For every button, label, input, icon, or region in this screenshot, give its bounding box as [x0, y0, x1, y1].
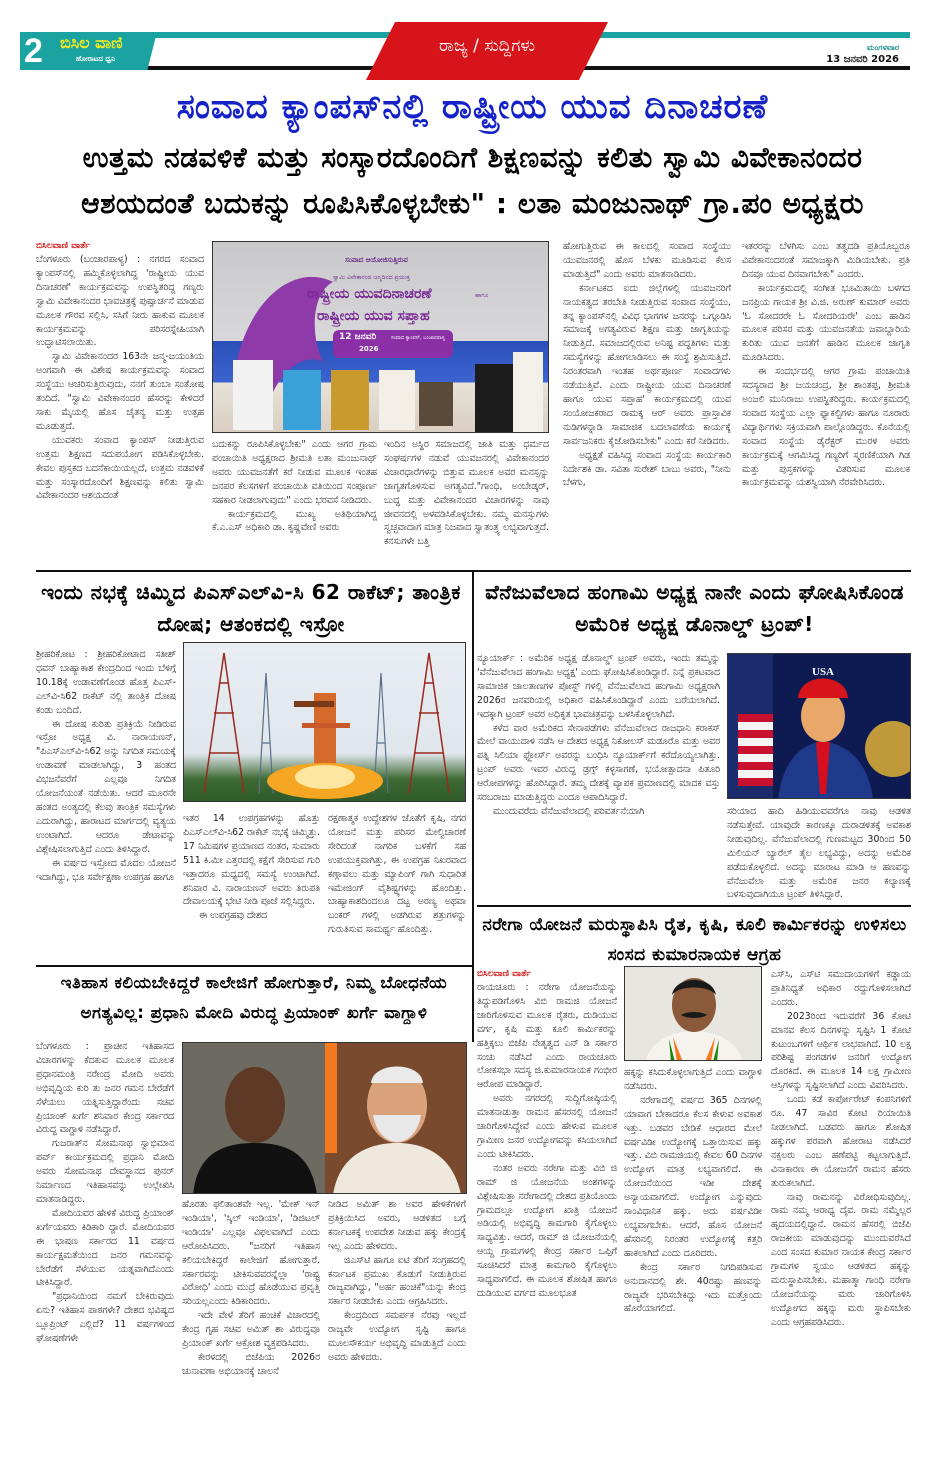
trump-column-2: [727, 805, 911, 900]
banner-title1-suffix: ಹಾಗೂ: [475, 292, 489, 299]
kharge-headline: ಇತಿಹಾಸ ಕಲಿಯಬೇಕಿದ್ದರೆ ಕಾಲೇಜಿಗೆ ಹೋಗುತ್ತಾರೆ, ನಿಮ್ಮ ಬೋಧನೆಯ ಅಗತ್ಯವಿಲ್ಲ: ಪ್ರಧಾನಿ ಮೋದಿ ವಿರುದ್ಧ ಪ್ರಿಯಾಂಕ್ ಖರ್ಗೆ ವಾಗ್ದಾಳಿ: [60, 973, 448, 1022]
kharge-column-1: [36, 1040, 174, 1454]
lead-column-1: [36, 240, 204, 566]
trump-headline: ವೆನೆಜುವೆಲಾದ ಹಂಗಾಮಿ ಅಧ್ಯಕ್ಷ ನಾನೇ ಎಂದು ಘೋಷಿಸಿಕೊಂಡ ಅಮೆರಿಕ ಅಧ್ಯಕ್ಷ ಡೊನಾಲ್ಡ್ ಟ್ರಂಪ್!: [485, 580, 904, 636]
nrega-headline: ನರೇಗಾ ಯೋಜನೆ ಮರುಸ್ಥಾಪಿಸಿ ರೈತ, ಕೃಷಿ, ಕೂಲಿ ಕಾರ್ಮಿಕರನ್ನು ಉಳಿಸಲು ಸಂಸದ ಕುಮಾರನಾಯಕ ಆಗ್ರಹ: [482, 915, 907, 965]
nrega-column-3: [771, 968, 911, 1454]
divider: [36, 965, 472, 967]
trump-column-1: [477, 652, 720, 900]
lead-headline: ಉತ್ತಮ ನಡವಳಿಕೆ ಮತ್ತು ಸಂಸ್ಕಾರದೊಂದಿಗೆ ಶಿಕ್ಷಣವನ್ನು ಕಲಿತು ಸ್ವಾಮಿ ವಿವೇಕಾನಂದರ ಆಶಯದಂತೆ ಬದುಕನ್ನು ರೂಪಿಸಿಕೊಳ್ಳಬೇಕು" : ಲತಾ ಮಂಜುನಾಥ್ ಗ್ರಾ.ಪಂ ಅಧ್ಯಕ್ಷರು: [81, 141, 864, 220]
paragraph: ಬೆಂಗಳೂರು (ಬಂಜಾರಪಾಳ್ಯ) : ನಗರದ ಸಂವಾದ ಕ್ಯಾಂಪಸ್‌ನಲ್ಲಿ ಹಮ್ಮಿಕೊಳ್ಳಲಾಗಿದ್ದ 'ರಾಷ್ಟ್ರೀಯ ಯುವ ದಿನಾಚರಣೆ' ಕಾರ್ಯಕ್ರಮವನ್ನು ಉಪಸ್ಥಿತರಿದ್ದ ಗಣ್ಯರು ಸ್ವಾಮಿ ವಿವೇಕಾನಂದರ ಭಾವಚಿತ್ರಕ್ಕೆ ಪುಷ್ಪಾರ್ಚನೆ ಮಾಡುವ ಮೂಲಕ ಗೌರವ ಸಲ್ಲಿಸಿ, ಸಸಿಗೆ ನೀರು ಹಾಕುವ ಮೂಲಕ ಕಾರ್ಯಕ್ರಮವನ್ನು ಪರಿಸರಸ್ನೇಹಿಯಾಗಿ ಉದ್ಘಾಟಿಸಲಾಯಿತು.: [36, 254, 204, 349]
banner-date-box: [333, 330, 453, 358]
nrega-column-1: [477, 968, 617, 1454]
paragraph: ಗುಜರಾತ್‌ನ ಸೋಮನಾಥ ಸ್ವಾಭಿಮಾನ ಪರ್ವ್ ಕಾರ್ಯಕ್ರಮದಲ್ಲಿ ಪ್ರಧಾನಿ ಮೋದಿ ಅವರು ಸೋಮನಾಥ ದೇವಸ್ಥಾನದ ಪುನರ್ ನಿರ್ಮಾಣದ ಇತಿಹಾಸವನ್ನು ಉಲ್ಲೇಖಿಸಿ ಮಾತನಾಡಿದ್ದರು.: [36, 1138, 174, 1205]
banner-title1: ರಾಷ್ಟ್ರೀಯ ಯುವದಿನಾಚರಣೆ: [307, 286, 432, 302]
banner-line1: ಸ್ವಾಮಿ ವಿವೇಕಾನಂದ ಜನ್ಮದಿನದ ಪ್ರಯುಕ್ತ: [333, 274, 411, 281]
issue-date: 13 ಜನವರಿ 2026: [826, 54, 899, 65]
section-label: ರಾಜ್ಯ / ಸುದ್ದಿಗಳು: [438, 36, 536, 56]
paragraph: ಯುವಕರು ಸಂವಾದ ಕ್ಯಾಂಪಸ್ ನೀಡುತ್ತಿರುವ ಉತ್ತಮ ಶಿಕ್ಷಣದ ಸದುಪಯೋಗ ಪಡಿಸಿಕೊಳ್ಳಬೇಕು. ಕೇವಲ ಪುಸ್ತಕದ ಬದನೆಕಾಯಿಯಲ್ಲದೆ, ಉತ್ತಮ ನಡವಳಿಕೆ ಮತ್ತು ಸಂಸ್ಕಾರದೊಂದಿಗೆ ಶಿಕ್ಷಣವನ್ನು ಕಲಿತು ಸ್ವಾಮಿ ವಿವೇಕಾನಂದರ ಆಶಯದಂತೆ: [36, 434, 204, 502]
isro-column-2: [183, 812, 320, 983]
newspaper-name: ಬಿಸಿಲ ವಾಣಿ: [60, 33, 123, 52]
nrega-column-2: [624, 1066, 762, 1454]
paragraph: ಇತರ 14 ಉಪಗ್ರಹಗಳನ್ನು ಹೊತ್ತು ಪಿಎಸ್‌ಎಲ್‌ವಿ-ಸಿ62 ರಾಕೆಟ್ ನಭಕ್ಕೆ ಚಿಮ್ಮಿತ್ತು. 17 ನಿಮಿಷಗಳ ಪ್ರಯಾಣದ ನಂತರ, ಸುಮಾರು 511 ಕಿ.ಮೀ ಎತ್ತರದಲ್ಲಿ ಕಕ್ಷೆಗೆ ಸೇರಿಸುವ ಗುರಿ ಇತ್ತಾದರೂ ಮಧ್ಯದಲ್ಲಿ ಸಮಸ್ಯೆ ಉಂಟಾಗಿದೆ. ಶನಿವಾರ ವಿ. ನಾರಾಯಣನ್ ಅವರು ತಿರುಪತಿ ದೇವಾಲಯಕ್ಕೆ ಭೇಟಿ ನೀಡಿ ಪೂಜೆ ಸಲ್ಲಿಸಿದ್ದರು.: [183, 813, 320, 908]
paragraph: ಬದುಕನ್ನು ರೂಪಿಸಿಕೊಳ್ಳಬೇಕು" ಎಂದು ಆಗರ ಗ್ರಾಮ ಪಂಚಾಯಿತಿ ಅಧ್ಯಕ್ಷರಾದ ಶ್ರೀಮತಿ ಲತಾ ಮಂಜುನಾಥ್ ಅವರು ಯುವಜನತೆಗೆ ಕರೆ ನೀಡುವ ಮೂಲಕ ಇಂತಹ ಜನಪರ ಕೆಲಸಗಳಿಗೆ ಪಂಚಾಯಿತಿ ವತಿಯಿಂದ ಸಂಪೂರ್ಣ ಸಹಕಾರ ನೀಡಲಾಗುವುದು" ಎಂದು ಭರವಸೆ ನೀಡಿದರು.: [212, 439, 377, 506]
paragraph: ಬೆಂಗಳೂರು : ಪ್ರಾಚೀನ ಇತಿಹಾಸದ ವಿಚಾರಗಳನ್ನು ಕೆದಕುವ ಮೂಲಕ ಮೂಲಕ ಪ್ರಧಾನಮಂತ್ರಿ ನರೇಂದ್ರ ಮೋದಿ ಅವರು ಅಭಿವೃದ್ಧಿಯ ಕುರಿ ತು ಜನರ ಗಮನ ಬೇರೆಡೆಗೆ ಸೆಳೆಯಲು ಯತ್ನಿಸುತ್ತಿದ್ದಾರೆಂದು ಸಚಿವ ಪ್ರಿಯಾಂಕ್ ಖರ್ಗೆ ಶನಿವಾರ ಕೇಂದ್ರ ಸರ್ಕಾರದ ವಿರುದ್ಧ ವಾಗ್ದಾಳಿ ನಡೆಸಿದ್ದಾರೆ.: [36, 1041, 174, 1136]
paragraph: ಒಂದು ಕಡೆ ಕಾರ್ಪೋರೇಟ್ ಕಂಪನಿಗಳಿಗೆ ರೂ. 47 ಸಾವಿರ ಕೋಟಿ ರಿಯಾಯಿತಿ ನೀಡಲಾಗಿದೆ. ಬಡವರು ಹಾಗೂ ಶೋಷಿತ ಹಕ್ಕುಗಳ ಪರವಾಗಿ ಹೋರಾಟ ನಡೆಸಿದರೆ ನಕ್ಸಲರು ಎಂಬ ಹಣೆಪಟ್ಟಿ ಕಟ್ಟಲಾಗುತ್ತಿದೆ. ವಿನಾಕಾರಣ ಈ ಯೋಜನೆಗೆ ರಾಮನ ಹೆಸರು ತುರುಕಲಾಗಿದೆ.: [771, 1094, 911, 1189]
banner-venue: ಸಂವಾದ ಕ್ಯಾಂಪಸ್, ಬಂಜಾರಪಾಳ್ಯ: [391, 335, 445, 341]
lead-kicker-headline: ಸಂವಾದ ಕ್ಯಾಂಪಸ್‌ನಲ್ಲಿ ರಾಷ್ಟ್ರೀಯ ಯುವ ದಿನಾಚರಣೆ: [176, 87, 769, 127]
paragraph: ಕರ್ನಾಟಕದ ಐದು ಜಿಲ್ಲೆಗಳಲ್ಲಿ ಯುವಜನರಿಗೆ ನಾಯಕತ್ವದ ತರಬೇತಿ ನೀಡುತ್ತಿರುವ ಸಂವಾದ ಸಂಸ್ಥೆಯು, ತನ್ನ ಕ್ಯಾಂಪಸ್‌ನಲ್ಲಿ ವಿವಿಧ ಭಾಗಗಳ ಜನರನ್ನು ಒಗ್ಗೂಡಿಸಿ ಸಮಾಜಕ್ಕೆ ಅಗತ್ಯವಿರುವ ಶಿಕ್ಷಣ ಮತ್ತು ಜಾಗೃತಿಯನ್ನು ನೀಡುತ್ತಿದೆ. ಸಮಾಜದಲ್ಲಿರುವ ಅನಿಷ್ಟ ಪದ್ಧತಿಗಳು ಮತ್ತು ಸಮಸ್ಯೆಗಳನ್ನು ಹೋಗಲಾಡಿಸಲು ಈ ಸಂಸ್ಥೆ ಶ್ರಮಿಸುತ್ತಿದೆ. ನಿರಂತರವಾಗಿ ಇಂತಹ ಅರ್ಥಪೂರ್ಣ ಸಂವಾದಗಳು ನಡೆಯುತ್ತಿವೆ. ಎಂದು ರಾಷ್ಟ್ರೀಯ ಯುವ ದಿನಾಚರಣೆ ಹಾಗೂ ಯುವ ಸಪ್ತಾಹ' ಕಾರ್ಯಕ್ರಮದಲ್ಲಿ ಯುವ ಸಂಯೋಜಕರಾದ ರಾಮಕ್ಕ ಆರ್ ಅವರು ಪ್ರಾಸ್ತಾವಿಕ ನುಡಿಗಳನ್ನಾಡಿ ಸಾಮಾಜಿಕ ಬದಲಾವಣೆಯ ಕಾರ್ಯಕ್ಕೆ ಸಾರ್ವಜನಿಕರು ಕೈಜೋಡಿಸಬೇಕು" ಎಂದು ಕರೆ ನೀಡಿದರು.: [563, 282, 731, 447]
paragraph: ಮೋದಿಯವರ ಹೇಳಿಕೆ ವಿರುದ್ಧ ಪ್ರಿಯಾಂಕ್ ಖರ್ಗೆಯವರು ಕಿಡಿಕಾರಿ ದ್ದಾರೆ. ಮೋದಿಯವರ ಈ ಭಾಷಣ ಸರ್ಕಾರದ 11 ವರ್ಷದ ಕಾರ್ಯಕ್ಷಮತೆಯಿಂದ ಜನರ ಗಮನವನ್ನು ಬೇರೆಡೆಗೆ ಸೆಳೆಯುವ ಯತ್ನವಾಗಿದೆಎಂದು ಟೀಕಿಸಿದ್ದಾರೆ.: [36, 1207, 174, 1289]
paragraph: ನಂತರ ಅವರು ನರೇಗಾ ಮತ್ತು ವಿಬಿ ಜಿ ರಾಮ್ ಜಿ ಯೋಜನೆಯ ಅಂಶಗಳನ್ನು ವಿಶ್ಲೇಷಿಸುತ್ತಾ ನರೇಗಾದಲ್ಲಿ ದೇಶದ ಪ್ರತಿಯೊಂದು ಗ್ರಾಮದಲ್ಲೂ ಉದ್ಯೋಗ ಖಾತ್ರಿ ಯೋಜನೆ ಅಡಿಯಲ್ಲಿ ಅಭಿವೃದ್ಧಿ ಕಾಮಗಾರಿ ಕೈಗೊಳ್ಳಲು ಸಾಧ್ಯವಿತ್ತು. ಆದರೆ, ರಾಮ್ ಜಿ ಯೋಜನೆಯಲ್ಲಿ ಆಯ್ದ ಗ್ರಾಮಗಳಲ್ಲಿ ಕೇಂದ್ರ ಸರ್ಕಾರ ಒಪ್ಪಿಗೆ ಸೂಚಿಸಿದರೆ ಮಾತ್ರ ಕಾಮಗಾರಿ ಕೈಗೊಳ್ಳಲು ಸಾಧ್ಯವಾಗಲಿದೆ. ಈ ಮೂಲಕ ಶೋಷಿತ ಹಾಗೂ ದುಡಿಯುವ ವರ್ಗದ ಮೂಲಭೂತ: [477, 1162, 617, 1299]
isro-column-3: [328, 812, 466, 983]
paragraph: ಎಸ್‌ಸಿ, ಎಸ್‌ಟಿ ಸಮುದಾಯಗಳಿಗೆ ಕಡ್ಡಾಯ ಪ್ರಾತಿನಿಧ್ಯತೆ ಅಧಿಕಾರ ರದ್ದುಗೊಳಿಸಲಾಗಿದೆ ಎಂದರು.: [771, 969, 911, 1008]
isro-headline: ಇಂದು ನಭಕ್ಕೆ ಚಿಮ್ಮಿದ ಪಿಎಸ್‌ಎಲ್‌ವಿ-ಸಿ 62 ರಾಕೆಟ್; ತಾಂತ್ರಿಕ ದೋಷ; ಆತಂಕದಲ್ಲಿ ಇಸ್ರೋ: [41, 580, 461, 636]
masthead: [0, 0, 945, 78]
paragraph: ಮುಂದುವರೆದು ವೆನೆಜುವೆಲಾದಲ್ಲಿ ಪರಿವರ್ತನೆಯಾಗಿ: [493, 805, 645, 817]
lead-column-5: [742, 240, 910, 566]
paragraph: ನ್ಯೂಯಾರ್ಕ್ : ಅಮೆರಿಕ ಅಧ್ಯಕ್ಷ ಡೊನಾಲ್ಡ್ ಟ್ರಂಪ್ ಅವರು, ಇಂದು ತಮ್ಮನ್ನು 'ವೆನೆಜುವೆಲಾದ ಹಂಗಾಮಿ ಅಧ್ಯಕ್ಷ' ಎಂದು ಘೋಷಿಸಿಕೊಂಡಿದ್ದಾರೆ. ನಿನ್ನೆ ಪ್ರಕಟವಾದ ಸಾಮಾಜಿಕ ಜಾಲತಾಣಗಳ ಪೋಸ್ಟ್ ಗಳಲ್ಲಿ ವೆನೆಜುವೆಲಾದ ಹಂಗಾಮಿ ಅಧ್ಯಕ್ಷರಾಗಿ 2026ರ ಜನವರಿಯಲ್ಲಿ ಅಧಿಕಾರ ವಹಿಸಿಕೊಂಡಿದ್ದಾರೆ ಎಂದು ಬರೆಯಲಾಗಿದೆ. ಇದಕ್ಕಾಗಿ ಟ್ರಂಪ್ ಅವರ ಅಧಿಕೃತ ಭಾವಚಿತ್ರವನ್ನು ಬಳಸಿಕೊಳ್ಳಲಾಗಿದೆ.: [477, 653, 720, 720]
paragraph: ಕಾರ್ಯಕ್ರಮದಲ್ಲಿ ಮುಖ್ಯ ಅತಿಥಿಯಾಗಿದ್ದ ಕೆ.ಎ.ಎಸ್ ಅಧಿಕಾರಿ ಡಾ. ಕೃಷ್ಣವೇಣಿ ಅವರು: [212, 508, 377, 534]
paragraph: ಶ್ರೀಹರಿಕೋಟ : ಶ್ರೀಹರಿಕೋಟಾದ ಸತೀಶ್ ಧವನ್ ಬಾಹ್ಯಾಕಾಶ ಕೇಂದ್ರದಿಂದ ಇಂದು ಬೆಳಿಗ್ಗೆ 10.18ಕ್ಕೆ ಉಡಾವಣೆಗೊಂಡ ಹೊತ್ತ ಪಿಎಸ್-ಎಲ್‌ವಿ-ಸಿ62 ರಾಕೆಟ್ ನಲ್ಲಿ ತಾಂತ್ರಿಕ ದೋಷ ಕಂಡು ಬಂದಿದೆ.: [36, 649, 176, 716]
paragraph: ರಾಯಚೂರು : ನರೇಗಾ ಯೋಜನೆಯನ್ನು ತಿದ್ದುಪಡಿಗೊಳಿಸಿ ವಿಬಿ ರಾಮಜಿ ಯೋಜನೆ ಜಾರಿಗೊಳಿಸುವ ಮೂಲಕ ರೈತರು, ದುಡಿಯುವ ವರ್ಗ, ಕೃಷಿ ಮತ್ತು ಕೂಲಿ ಕಾರ್ಮಿಕರನ್ನು ಹತ್ತಿಕ್ಕಲು ಬಿಜೆಪಿ ನೇತೃತ್ವದ ಎನ್ ಡಿ ಸರ್ಕಾರ ಸಂಚು ನಡೆಸಿದೆ ಎಂದು ರಾಯಚೂರು ಲೋಕಸಭಾ ಸದಸ್ಯ ಜಿ.ಕುಮಾರನಾಯಕ ಗಂಭೀರ ಆರೋಪ ಮಾಡಿದ್ದಾರೆ.: [477, 982, 617, 1091]
lead-column-2: [212, 438, 377, 566]
paragraph: ಕೇಂದ್ರ ಸರ್ಕಾರ ನಿಗದಿಪಡಿಸುವ ಅನುದಾನದಲ್ಲಿ ಶೇ. 40ರಷ್ಟು ಹಣವನ್ನು ರಾಜ್ಯವೇ ಭರಿಸಬೇಕಿದ್ದು ಇದು ಮತ್ತೊಂದು ಹೊರೆಯಾಗಲಿದೆ.: [624, 1261, 762, 1315]
paragraph: ಸ್ವಾಮಿ ವಿವೇಕಾನಂದರ 163ನೇ ಜನ್ಮ-ಜಯಂತಿಯ ಅಂಗವಾಗಿ ಈ ವಿಶೇಷ ಕಾರ್ಯಕ್ರಮವನ್ನು ಸಂವಾದ ಸಂಸ್ಥೆಯು ಆಚರಿಸುತ್ತಿರುವುದು, ನನಗೆ ತುಂಬಾ ಸಂತೋಷ ತಂದಿದೆ. "ಸ್ವಾಮಿ ವಿವೇಕಾನಂದರ ಹೆಸರನ್ನು ಕೇಳಿದರೆ ಸಾಕು ಮೈಯಲ್ಲಿ ಹೊಸ ಚೈತನ್ಯ ಮತ್ತು ಉತ್ಸಹ ಮೂಡುತ್ತದೆ.: [36, 351, 204, 432]
paragraph: ರಕ್ಷಣಾತ್ಮಕ ಉದ್ದೇಶಗಳ ಜೊತೆಗೆ ಕೃಷಿ, ನಗರ ಯೋಜನೆ ಮತ್ತು ಪರಿಸರ ಮೇಲ್ವಿಚಾರಣೆ ಸೇರಿದಂತೆ ನಾಗರಿಕ ಬಳಕೆಗೆ ಸಹ ಉಪಯುಕ್ತವಾಗಿತ್ತು, ಈ ಉಪಗ್ರಹ ನಿಖರವಾದ ಕಣ್ಗಾವಲು ಮತ್ತು ಮ್ಯಾಪಿಂಗ್ ಗಾಗಿ ಸುಧಾರಿತ ಇಮೇಜಿಂಗ್ ವೈಶಿಷ್ಟ್ಯಗಳನ್ನು ಹೊಂದಿತ್ತು. ಬಾಹ್ಯಾಕಾಶದಿಂದಲೂ ದಟ್ಟ ಅರಣ್ಯ ಅಥವಾ ಬಂಕರ್ ಗಳಲ್ಲಿ ಅಡಗಿರುವ ಶತ್ರುಗಳನ್ನು ಗುರುತಿಸುವ ಸಾಮರ್ಥ್ಯ ಹೊಂದಿತ್ತು.: [328, 813, 466, 936]
paragraph: ನರೇಗಾದಲ್ಲಿ ವರ್ಷದ 365 ದಿನಗಳಲ್ಲಿ ಯಾವಾಗ ಬೇಕಾದರೂ ಕೆಲಸ ಕೇಳುವ ಅವಕಾಶ ಇತ್ತು. ಬಡವರ ಬೇಡಿಕೆ ಆಧಾರದ ಮೇಲೆ ವರ್ಷವಿಡೀ ಉದ್ಯೋಗಕ್ಕೆ ಒತ್ತಾಯಿಸುವ ಹಕ್ಕು ಇತ್ತು. ವಿಬಿ ರಾಮಜಿಯಲ್ಲಿ ಕೇವಲ 60 ದಿನಗಳ ಉದ್ಯೋಗ ಮಾತ್ರ ಲಭ್ಯವಾಗಲಿದೆ. ಈ ಯೋಜನೆಯಿಂದ ಇಡೀ ದೇಶಕ್ಕೆ ಅನ್ಯಾಯವಾಗಲಿದೆ. ಉದ್ಯೋಗ ಎನ್ನುವುದು ಸಾಂವಿಧಾನಿಕ ಹಕ್ಕು. ಅದು ವರ್ಷವಿಡೀ ಲಭ್ಯವಾಗಬೇಕು. ಆದರೆ, ಹೊಸ ಯೋಜನೆ ಹೆಸರಿನಲ್ಲಿ ನಿರಂತರ ಉದ್ಯೋಗಕ್ಕೆ ಕತ್ತರಿ ಹಾಕಲಾಗಿದೆ ಎಂದು ದೂರಿದರು.: [624, 1094, 762, 1259]
lead-byline: ಬಿಸಿಲವಾಣಿ ವಾರ್ತೆ: [36, 241, 90, 251]
rocket-launch-photo: [183, 642, 466, 802]
kharge-column-3: [328, 1198, 466, 1454]
paragraph: ನಾವು ರಾಮನನ್ನು ವಿರೋಧಿಸುವುದಿಲ್ಲ. ರಾಮ ನಮ್ಮ ಆರಾಧ್ಯ ದೈವ. ರಾಮ ನಮ್ಮೆಲ್ಲರ ಹೃದಯದಲ್ಲಿದ್ದಾನೆ. ರಾಮನ ಹೆಸರಲ್ಲಿ ಬಿಜೆಪಿ ರಾಜಕೀಯ ಮಾಡುವುದನ್ನು ಮುಂದುವರೆಸಿದೆ ಎಂದ ಸಂಸದ ಕುಮಾರ ನಾಯಕ ಕೇಂದ್ರ ಸರ್ಕಾರ ಗ್ರಾಮಗಳ ಸ್ವಯಂ ಆಡಳಿತದ ಹಕ್ಕನ್ನು ಮರುಸ್ಥಾಪಿಸಬೇಕು. ಮಹಾತ್ಮಾ ಗಾಂಧಿ ನರೇಗಾ ಯೋಜನೆಯನ್ನು ಮರು ಜಾರಿಗೊಳಿಸಿ ಉದ್ಯೋಗದ ಹಕ್ಕನ್ನು ಮರು ಸ್ಥಾಪಿಸಬೇಕು ಎಂದು ಆಗ್ರಹಪಡಿಸಿದರು.: [771, 1191, 911, 1328]
banner-title2: ರಾಷ್ಟ್ರೀಯ ಯುವ ಸಪ್ತಾಹ: [317, 308, 430, 324]
paragraph: 2023ರಿಂದ ಇದುವರೆಗೆ 36 ಕೋಟಿ ಮಾನವ ಕೆಲಸ ದಿನಗಳನ್ನು ಸೃಷ್ಟಿಸಿ 1 ಕೋಟಿ ಕುಟುಂಬಗಳಿಗೆ ಆರ್ಥಿಕ ಲಾಭವಾಗಿದೆ. 10 ಲಕ್ಷ ಪರಿಶಿಷ್ಟ ಪಂಗಡಗಳ ಜನರಿಗೆ ಉದ್ಯೋಗ ದೊರಕಿದೆ. ಈ ಮೂಲಕ 14 ಲಕ್ಷ ಗ್ರಾಮೀಣ ಆಸ್ತಿಗಳನ್ನು ಸೃಷ್ಟಿಸಲಾಗಿದೆ ಎಂದು ವಿವರಿಸಿದರು.: [771, 1010, 911, 1092]
isro-column-1: [36, 648, 176, 983]
newspaper-tagline: ಹೋರಾಟದ ಧ್ವನಿ: [76, 55, 115, 63]
paragraph: ಹೊರತು ಫಲಿತಾಂಶವೇ ಇಲ್ಲ. 'ಮೇಕ್ ಇನ್ ಇಂಡಿಯಾ', 'ಸ್ಕಿಲ್ ಇಂಡಿಯಾ', 'ಡಿಜಿಟಲ್ ಇಂಡಿಯಾ' ಎಲ್ಲವೂ ವಿಫಲವಾಗಿದೆ ಎಂದು ಆರೋಪಿಸಿದರು. "ಜನರಿಗೆ ಇತಿಹಾಸ ಕಲಿಯಬೇಕಿದ್ದರೆ ಕಾಲೇಜಿಗೆ ಹೋಗುತ್ತಾರೆ. ಸರ್ಕಾರವನ್ನು ಟೀಕಿಸುವವರನ್ನೆಲ್ಲಾ 'ರಾಷ್ಟ್ರ ವಿರೋಧಿ' ಎಂದು ಮುದ್ರೆ ಹೊಡೆಯುವ ಪ್ರವೃತ್ತಿ ಸರಿಯಲ್ಲಎಂದು ಕಿಡಿಕಾರಿದರು.: [182, 1199, 320, 1308]
paragraph: ಕಾರ್ಯಕ್ರಮದಲ್ಲಿ ಸಂಗೀತ ಭೂಮಿತಾಯಿ ಬಳಗದ ಜನಪ್ರಿಯ ಗಾಯಕ ಶ್ರೀ ವಿ.ಜಿ. ಅರುಣ್ ಕುಮಾರ್ ಅವರು 'ಓ ಸೋದರರೇ ಓ ಸೋದರಿಯರೇ' ಎಂಬ ಹಾಡಿನ ಮೂಲಕ ಪರಿಸರ ಮತ್ತು ಯುವಜನತೆಯ ಜವಾಬ್ದಾರಿಯ ಕುರಿತು ಯುವ ಜನತೆಗೆ ಹಾಡಿನ ಮೂಲಕ ಜಾಗೃತಿ ಮೂಡಿಸಿದರು.: [742, 282, 910, 364]
event-photo: [212, 241, 549, 433]
paragraph: ನೀಡಿದ ಅಮಿತ್ ಶಾ ಅವರ ಹೇಳಿಕೆಗಳಿಗೆ ಪ್ರತಿಕ್ರಿಯಿಸಿದ ಅವರು, ಆಡಳಿತದ ಬಗ್ಗೆ ಕರ್ನಾಟಕಕ್ಕೆ ಉಪದೇಶ ನೀಡುವ ಹಕ್ಕು ಕೇಂದ್ರಕ್ಕೆ ಇಲ್ಲ ಎಂದು ಹೇಳಿದರು.: [328, 1199, 466, 1252]
banner-date-year: 2026: [359, 345, 379, 353]
paragraph: ಹಕ್ಕನ್ನು ಕಸಿದುಕೊಳ್ಳಲಾಗುತ್ತಿದೆ ಎಂದು ವಾಗ್ದಾಳಿ ನಡೆಸಿದರು.: [624, 1067, 762, 1092]
nrega-byline: ಬಿಸಿಲವಾಣಿ ವಾರ್ತೆ: [477, 969, 531, 979]
kumar-naik-photo: [624, 966, 762, 1061]
paragraph: ಈ ವರ್ಷದ ಇಸ್ರೋದ ಮೊದಲ ಯೋಜನೆ ಇದಾಗಿದ್ದು, ಭೂ ಸರ್ವೇಕ್ಷಣಾ ಉಪಗ್ರಹ ಹಾಗೂ: [36, 857, 176, 883]
paragraph: ಈ ಸಂದರ್ಭದಲ್ಲಿ ಆಗರ ಗ್ರಾಮ ಪಂಚಾಯಿತಿ ಸದಸ್ಯರಾದ ಶ್ರೀ ಜಯಚಂದ್ರ, ಶ್ರೀ ಶಾಂತಪ್ಪ, ಶ್ರೀಮತಿ ಅಂಜಲಿ ಮುನಿರಾಜು ಉಪಸ್ಥಿತರಿದ್ದರು. ಕಾರ್ಯಕ್ರಮದಲ್ಲಿ ಸಂವಾದ ಸಂಸ್ಥೆಯ ಎಲ್ಲಾ ಫ್ಯಾಕಲ್ಟಿಗಳು ಹಾಗೂ ನೂರಾರು ವಿದ್ಯಾರ್ಥಿಗಳು ಸಕ್ರಿಯವಾಗಿ ಪಾಲ್ಗೊಂಡಿದ್ದರು. ಕೊನೆಯಲ್ಲಿ ಸಂವಾದ ಸಂಸ್ಥೆಯ ಡೈರೆಕ್ಟರ್ ಮುರಳಿ ಅವರು ಕಾರ್ಯಕ್ರಮಕ್ಕೆ ಆಗಮಿಸಿದ್ದ ಗಣ್ಯರಿಗೆ ಸ್ಮರಣಿಕೆಯಾಗಿ ಗಿಡ ಮತ್ತು ಪುಸ್ತಕಗಳನ್ನು ವಿತರಿಸುವ ಮೂಲಕ ಕಾರ್ಯಕ್ರಮವನ್ನು ಯಶಸ್ವಿಯಾಗಿ ನೆರವೇರಿಸಿದರು.: [742, 366, 910, 489]
portrait-icon: [625, 967, 762, 1061]
lead-column-3: [384, 438, 549, 566]
paragraph: ಸರಿಯಾದ ಹಾದಿ ಹಿಡಿಯುವವರೆಗೂ ನಾವು ಆಡಳಿತ ನಡೆಸುತ್ತೇವೆ. ಯಾವುದೇ ಕಾರಣಕ್ಕೂ ದುರಾಡಳಿತಕ್ಕೆ ಅವಕಾಶ ನೀಡುವುದಿಲ್ಲ. ವೆನೆಜುವೆಲಾದಲ್ಲಿ ಗುಣಮಟ್ಟದ 30ರಿಂದ 50 ಮಿಲಿಯನ್ ಬ್ಯಾರೆಲ್ ತೈಲ ಲಭ್ಯವಿದ್ದು, ಅದನ್ನು ಅಮೆರಿಕ ಪಡೆದುಕೊಳ್ಳಲಿದೆ. ಅದನ್ನು ಮಾರಾಟ ಮಾಡಿ ಆ ಹಣವನ್ನು ವೆನೆಜುವೆಲಾ ಮತ್ತು ಅಮೆರಿಕ ಜನರ ಕಲ್ಯಾಣಕ್ಕೆ ಬಳಸುವುದಾಗಿಯೂ ಟ್ರಂಪ್ ತಿಳಿಸಿದ್ದಾರೆ.: [727, 806, 911, 900]
kharge-modi-photo: [182, 1042, 467, 1194]
paragraph: ಹೋಗುತ್ತಿರುವ ಈ ಕಾಲದಲ್ಲಿ ಸಂವಾದ ಸಂಸ್ಥೆಯು ಯುವಜನರಲ್ಲಿ ಹೊಸ ಬೆಳಕು ಮೂಡಿಸುವ ಕೆಲಸ ಮಾಡುತ್ತಿದೆ" ಎಂದು ಅವರು ಮಾತನಾಡಿದರು.: [563, 241, 731, 280]
paragraph: ಇತರರನ್ನು ಬೆಳಗಿಸು ಎಂಬ ತತ್ವದಡಿ ಪ್ರತಿಯೊಬ್ಬರೂ ವಿವೇಕಾನಂದರಂತೆ ಸಮಾಜಕ್ಕಾಗಿ ಮಿಡಿಯಬೇಕು. ಪ್ರತಿ ದಿನವೂ ಯುವ ದಿನವಾಗಬೇಕು" ಎಂದರು.: [742, 241, 910, 280]
kharge-column-2: [182, 1198, 320, 1454]
trump-photo: [727, 653, 911, 799]
paragraph: ಕಳೆದ ವಾರ ಅಮೆರಿಕದ ಸೇನಾಪಡೆಗಳು ವೆನೆಜುವೆಲಾದ ರಾಜಧಾನಿ ಕರಾಕಸ್ ಮೇಲೆ ವಾಯುದಾಳಿ ನಡೆಸಿ ಆ ದೇಶದ ಅಧ್ಯಕ್ಷ ನಿಕೋಲಸ್ ಮಡೂರೊ ಮತ್ತು ಅವರ ಪತ್ನಿ ಸಿಲಿಯಾ ಫ್ಲೋರ್ಸ್ ಅವರನ್ನು ಬಂಧಿಸಿ ನ್ಯೂಯಾರ್ಕ್‌ಗೆ ಕರೆದೊಯ್ಯಲಾಗಿತ್ತು. ಟ್ರಂಪ್ ಅವರು ಇವರ ವಿರುದ್ಧ ಡ್ರಗ್ಸ್ ಕಳ್ಳಸಾಗಣೆ, ಭಯೋತ್ಪಾದನಾ ಪಿತೂರಿ ಆರೋಪಗಳನ್ನು ಹೊರಿಸಿದ್ದಾರೆ. ತಮ್ಮ ದೇಶಕ್ಕೆ ವ್ಯಾಪಕ ಪ್ರಮಾಣದಲ್ಲಿ ಮಾದಕ ವಸ್ತು ಸರಬರಾಜು ಮಾಡುತ್ತಿದ್ದರು ಎಂದೂ ಆಪಾದಿಸಿದ್ದಾರೆ.: [477, 722, 720, 804]
rocket-icon: [184, 643, 466, 802]
paragraph: "ಪ್ರಧಾನಿಯಿಂದ ನಮಗೆ ಬೇಕಿರುವುದು ಏನು? ಇತಿಹಾಸ ಪಾಠಗಳೇ? ದೇಶದ ಭವಿಷ್ಯದ ಬ್ಲೂಪ್ರಿಂಟ್ ಎಲ್ಲಿದೆ? 11 ವರ್ಷಗಳಿಂದ ಘೋಷಣೆಗಳೇ: [36, 1291, 174, 1345]
divider: [477, 905, 911, 907]
divider: [36, 570, 911, 572]
two-portraits-icon: [183, 1043, 467, 1194]
paragraph: ಅವರು ನಗರದಲ್ಲಿ ಸುದ್ದಿಗೋಷ್ಠಿಯಲ್ಲಿ ಮಾತನಾಡುತ್ತಾ ರಾಮನ ಹೆಸರನಲ್ಲಿ ಯೋಜನೆ ಜಾರಿಗೊಳಿಸಿದ್ದೇವೆ ಎಂದು ಹೇಳುವ ಮೂಲಕ ಗ್ರಾಮೀಣ ಜನರ ಉದ್ಯೋಗವನ್ನು ಕಸಿಯಲಾಗಿದೆ ಎಂದು ಟೀಕಿಸಿದರು.: [477, 1093, 617, 1160]
lead-column-4: [563, 240, 731, 566]
weekday: ಮಂಗಳವಾರ: [866, 43, 899, 52]
paragraph: ಅಧ್ಯಕ್ಷತೆ ವಹಿಸಿದ್ದ ಸಂವಾದ ಸಂಸ್ಥೆಯ ಕಾರ್ಯಕಾರಿ ನಿರ್ದೇಶಕಿ ಡಾ. ಸವಿತಾ ಸುರೇಶ್ ಬಾಬು ಅವರು, "ನೀನು ಬೆಳಗು,: [563, 449, 731, 489]
divider: [472, 572, 474, 1042]
paragraph: ಕೇಂದ್ರದಿಂದ ಸಮರ್ಪಕ ನೆರವು ಇಲ್ಲದೆ ರಾಜ್ಯವೇ ಉದ್ಯೋಗ ಸೃಷ್ಟಿ ಹಾಗೂ ಮೂಲಸೌಕರ್ಯ ಅಭಿವೃದ್ಧಿ ಮಾಡುತ್ತಿದೆ ಎಂದು ಅವರು ಹೇಳಿದರು.: [328, 1310, 466, 1363]
page-number: 2: [24, 32, 43, 70]
banner-org: ಸಂವಾದ ಆಯೋಜಿಸುತ್ತಿರುವ: [345, 256, 408, 264]
paragraph: ಜಿಎಸ್‌ಟಿ ಹಾಗೂ ಐಟಿ ತೆರಿಗೆ ಸಂಗ್ರಹದಲ್ಲಿ ಕರ್ನಾಟಕ ಪ್ರಮುಖ ಕೊಡುಗೆ ನೀಡುತ್ತಿರುವ ರಾಜ್ಯವಾಗಿದ್ದು, "ಅರ್ಹ ಹಂಚಿಕೆ"ಯನ್ನು ಕೇಂದ್ರ ಸರ್ಕಾರ ನೀಡಬೇಕು ಎಂದು ಆಗ್ರಹಿಸಿದರು.: [328, 1254, 466, 1308]
paragraph: ಇಂದಿನ ಅಸ್ಥಿರ ಸಮಾಜದಲ್ಲಿ ಜಾತಿ ಮತ್ತು ಧರ್ಮದ ಸಂಘರ್ಷಗಳ ನಡುವೆ ಯುವಜನರಲ್ಲಿ ವಿವೇಕಾನಂದರ ವಿಚಾರಧಾರೆಗಳನ್ನು ಬಿತ್ತುವ ಮೂಲಕ ಅವರ ಮನಸ್ಸನ್ನು ಜಾಗೃತಗೊಳಿಸುವ ಅಗತ್ಯವಿದೆ."ಗಾಂಧಿ, ಅಂಬೇಡ್ಕರ್, ಬುದ್ಧ ಮತ್ತು ವಿವೇಕಾನಂದರ ವಿಚಾರಗಳನ್ನು ನಾವು ಜೀವನದಲ್ಲಿ ಅಳವಡಿಸಿಕೊಳ್ಳಬೇಕು. ನಮ್ಮ ಮನಸ್ಸುಗಳು ಸ್ವಚ್ಛವಾದಾಗ ಮಾತ್ರ ನಿಜವಾದ ಸ್ವಾತಂತ್ರ್ಯ ಲಭ್ಯವಾಗುತ್ತದೆ. ಕನಸುಗಳೇ ಬತ್ತಿ: [384, 439, 549, 548]
paragraph: ಇದೇ ವೇಳೆ ತೆರಿಗೆ ಹಂಚಿಕೆ ವಿಚಾರದಲ್ಲಿ ಕೇಂದ್ರ ಗೃಹ ಸಚಿವ ಅಮಿತ್ ಶಾ ವಿರುದ್ಧವೂ ಪ್ರಿಯಾಂಕ್ ಖರ್ಗೆ ಆಕ್ರೋಶ ವ್ಯಕ್ತಪಡಿಸಿದರು.: [182, 1310, 320, 1350]
paragraph: ಕೇರಳದಲ್ಲಿ ಬಿಜೆಪಿಯ 2026ರ ಚುನಾವಣಾ ಅಭಿಯಾನಕ್ಕೆ ಚಾಲನೆ: [182, 1351, 320, 1377]
paragraph: ಈ ದೋಷ ಕುರಿತು ಪ್ರತಿಕ್ರಿಯೆ ನೀಡಿರುವ ಇಸ್ರೋ ಅಧ್ಯಕ್ಷ ವಿ. ನಾರಾಯಣನ್, "ಪಿಎಸ್‌ಎಲ್‌ವಿ-ಸಿ62 ಅನ್ನು ನಿಗದಿತ ಸಮಯಕ್ಕೆ ಉಡಾವಣೆ ಮಾಡಲಾಗಿದ್ದು, 3 ಹಂತದ ವಿಭಜನೆವರೆಗೆ ಎಲ್ಲವೂ ನಿಗದಿತ ಯೋಜನೆಯಂತೆ ನಡೆಯಿತು. ಆದರೆ ಮೂರನೇ ಹಂತದ ಅಂತ್ಯದಲ್ಲಿ ಕೆಲವು ತಾಂತ್ರಿಕ ಸಮಸ್ಯೆಗಳು ಎದುರಾಗಿದ್ದು, ಹಾರಾಟದ ಮಾರ್ಗದಲ್ಲಿ ವ್ಯತ್ಯಯ ಉಂಟಾಗಿದೆ. ಆದರೂ ಡೇಟಾವನ್ನು ವಿಶ್ಲೇಷಿಸಲಾಗುತ್ತಿದೆ ಎಂದು ತಿಳಿಸಿದ್ದಾರೆ.: [36, 718, 176, 855]
paragraph: ಈ ಉಪಗ್ರಹವು ದೇಶದ: [199, 910, 268, 922]
banner-date-day: 12 ಜನವರಿ: [339, 332, 377, 342]
cap-text: USA: [812, 666, 835, 678]
